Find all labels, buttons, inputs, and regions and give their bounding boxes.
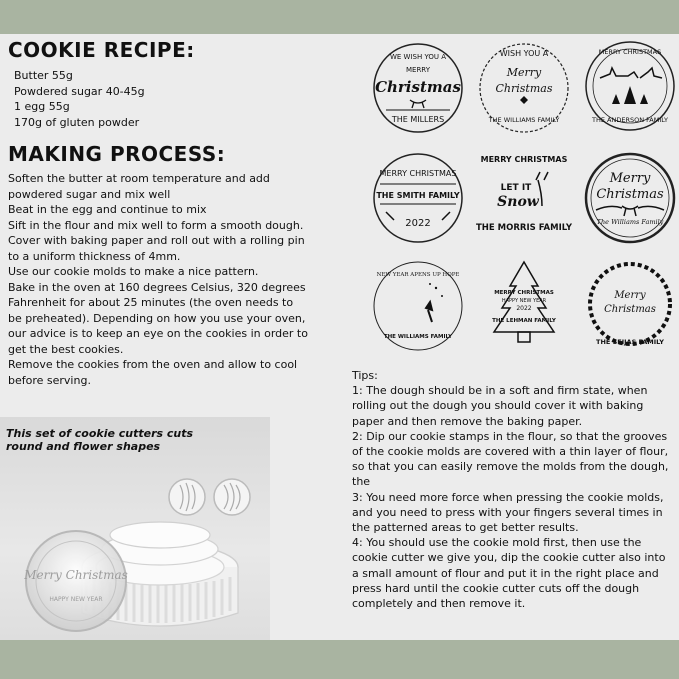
svg-text:THE WILLIAMS FAMILY: THE WILLIAMS FAMILY <box>488 116 560 124</box>
tree-icon <box>640 94 648 104</box>
tips-section <box>352 368 674 611</box>
ingredients-list <box>14 68 145 130</box>
svg-text:THE LEHMAN FAMILY: THE LEHMAN FAMILY <box>492 318 556 324</box>
photo-caption <box>6 427 193 453</box>
caption-line: round and flower shapes <box>6 440 161 453</box>
ingredient-item: 1 egg 55g <box>14 100 70 113</box>
svg-text:HAPPY NEW YEAR: HAPPY NEW YEAR <box>501 298 547 304</box>
product-photo <box>0 417 270 640</box>
stamp-main-text: Merry Christmas <box>24 568 128 582</box>
svg-text:MERRY CHRISTMAS: MERRY CHRISTMAS <box>379 169 457 178</box>
svg-text:THE ANDERSON FAMILY: THE ANDERSON FAMILY <box>592 116 668 124</box>
stamp-design <box>476 258 572 354</box>
svg-text:THE WILLIAMS FAMILY: THE WILLIAMS FAMILY <box>383 334 453 340</box>
svg-text:THE SEIJAS FAMILY: THE SEIJAS FAMILY <box>596 338 664 346</box>
svg-text:WISH YOU A: WISH YOU A <box>499 49 549 58</box>
svg-text:Snow: Snow <box>497 194 539 210</box>
process-step: Cover with baking paper and roll out with a rolling pin to a uniform thickness of 4mm. <box>8 234 305 263</box>
svg-text:Merry: Merry <box>506 66 542 79</box>
caption-line: This set of cookie cutters cuts <box>6 427 194 440</box>
stamp-ring-text: HAPPY NEW YEAR <box>49 596 103 603</box>
ingredient-item: 170g of gluten powder <box>14 115 140 129</box>
process-step: Use our cookie molds to make a nice pattern. <box>8 265 259 278</box>
process-step: Soften the butter at room temperature and add powdered sugar and mix well <box>8 172 270 201</box>
reindeer-icon <box>640 68 662 78</box>
cat-icon <box>426 302 432 322</box>
svg-text:THE SMITH FAMILY: THE SMITH FAMILY <box>376 191 460 200</box>
svg-text:THE MILLERS: THE MILLERS <box>391 115 445 124</box>
process-step: Beat in the egg and continue to mix <box>8 203 207 216</box>
tree-icon <box>624 86 636 104</box>
moon-icon <box>401 288 428 322</box>
svg-text:Merry: Merry <box>614 290 646 301</box>
reindeer-icon <box>600 68 638 78</box>
stamp-design <box>582 258 678 354</box>
flower-cutter-icon <box>214 479 250 515</box>
process-step: Bake in the oven at 160 degrees Celsius, 320 degrees Fahrenheit for about 25 minutes (the oven needs to be preheated). Depending on how you use your oven, our advice is to keep an eye on the cookies in order to get the best cookies. <box>8 280 308 356</box>
stamp-design <box>582 150 678 246</box>
svg-text:Merry: Merry <box>609 171 651 186</box>
svg-text:THE MORRIS FAMILY: THE MORRIS FAMILY <box>476 223 572 233</box>
svg-text:WE WISH YOU A: WE WISH YOU A <box>389 53 447 61</box>
stamp-design <box>476 40 572 136</box>
holly-icon <box>520 96 528 104</box>
bow-icon <box>410 100 426 108</box>
svg-text:MERRY: MERRY <box>405 66 431 74</box>
tip-item: 1: The dough should be in a soft and firm state, when rolling out the dough you should cover it with baking paper and then remove the baking paper. <box>352 384 648 428</box>
recipe-title: COOKIE RECIPE: <box>8 38 195 62</box>
process-steps <box>8 171 308 388</box>
stamp-design <box>370 150 466 246</box>
ingredient-item: Butter 55g <box>14 69 73 82</box>
tip-item: 3: You need more force when pressing the cookie molds, and you need to press with your fingers several times in the patterned areas to get better results. <box>352 490 664 535</box>
tree-icon <box>612 94 620 104</box>
tip-item: 4: You should use the cookie mold first, then use the cookie cutter we give you, dip the cookie cutter also into a small amount of flour and put it in the right place and press hard until the cookie cutter cuts off the dough completely and then remove it. <box>352 536 666 611</box>
process-title: MAKING PROCESS: <box>8 142 226 166</box>
svg-text:Christmas: Christmas <box>375 78 461 96</box>
tip-item: 2: Dip our cookie stamps in the flour, so that the grooves of the cookie molds are covered with a thin layer of flour, so that you can easily remove the molds from the dough, the <box>352 429 669 489</box>
content-panel <box>0 34 679 640</box>
stamp-design <box>370 258 466 354</box>
svg-text:Christmas: Christmas <box>604 304 656 315</box>
process-step: Sift in the flour and mix well to form a smooth dough. <box>8 218 304 232</box>
svg-text:NEW YEAR APENS UP HOPE: NEW YEAR APENS UP HOPE <box>376 272 460 278</box>
svg-text:LET IT: LET IT <box>500 183 532 193</box>
svg-text:2022: 2022 <box>516 305 532 312</box>
stamp-design <box>476 150 572 246</box>
svg-text:MERRY CHRISTMAS: MERRY CHRISTMAS <box>494 290 554 296</box>
svg-text:Christmas: Christmas <box>495 82 553 95</box>
bow-icon <box>622 206 638 216</box>
ingredient-item: Powdered sugar 40-45g <box>14 84 145 98</box>
tips-heading: Tips: <box>352 369 378 382</box>
svg-text:MERRY CHRISTMAS: MERRY CHRISTMAS <box>480 155 568 164</box>
svg-text:2022: 2022 <box>405 218 431 229</box>
process-step: Remove the cookies from the oven and allow to cool before serving. <box>8 358 298 387</box>
stamp-designs-grid <box>368 34 679 364</box>
svg-text:The Williams Family: The Williams Family <box>596 218 664 226</box>
stamp-design <box>582 38 678 134</box>
stamp-design <box>370 40 466 136</box>
svg-text:Christmas: Christmas <box>596 187 664 202</box>
svg-text:MERRY CHRISTMAS: MERRY CHRISTMAS <box>598 48 662 56</box>
